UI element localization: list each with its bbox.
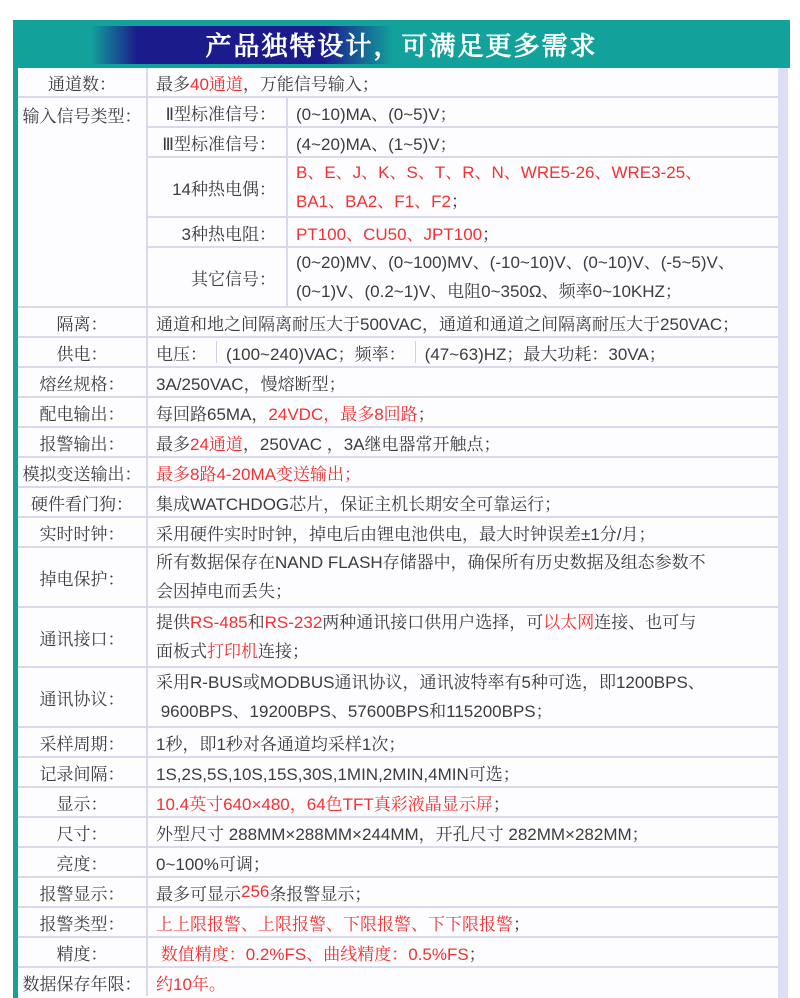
spec-subrow [148, 158, 778, 218]
value-text: 和 [247, 613, 265, 632]
value-line [156, 608, 778, 637]
value-text: ； [468, 944, 486, 964]
value-text: 1S,2S,5S,10S,15S,30S,1MIN,2MIN,4MIN可选； [156, 764, 520, 784]
value-line [156, 520, 778, 545]
spec-row [18, 788, 778, 818]
value-text: 集成WATCHDOG芯片，保证主机长期安全可靠运行； [156, 494, 562, 514]
value-text: 提供 [156, 613, 190, 632]
value-text: RS-232 [264, 613, 323, 632]
value-line [156, 820, 778, 845]
row-label: 报警显示： [18, 878, 148, 906]
row-value [288, 98, 778, 126]
row-label: 模拟变送输出： [18, 458, 148, 486]
value-text: 数值精度：0.2%FS、曲线精度：0.5%FS [156, 944, 469, 964]
row-label: 数据保存年限： [18, 968, 148, 996]
row-value [148, 68, 778, 96]
value-line [156, 460, 778, 485]
value-line [156, 880, 778, 905]
right-lavender-strip [778, 68, 788, 998]
row-value [288, 128, 778, 156]
spec-subrow [148, 218, 778, 248]
value-line [156, 910, 778, 935]
value-text: (0~1)V、(0.2~1)V、电阻0~350Ω、频率0~10KHZ； [296, 282, 682, 301]
spec-row [18, 728, 778, 758]
row-label: 隔离： [18, 308, 148, 336]
value-line [156, 310, 778, 335]
value-text: 最多可显示 [156, 884, 241, 904]
spec-row [18, 878, 778, 908]
row-label: 通道数： [18, 68, 148, 96]
row-value [288, 218, 778, 246]
row-value [148, 308, 778, 336]
value-line [156, 548, 778, 577]
value-text: 每回路65MA， [156, 404, 269, 424]
row-value [148, 338, 778, 366]
value-text: 两种通讯接口供用户选择，可 [322, 613, 544, 632]
value-line [156, 940, 778, 965]
value-line [296, 100, 778, 125]
spec-row [18, 758, 778, 788]
value-line [156, 70, 778, 95]
row-value [148, 938, 778, 966]
value-text: 1秒，即1秒对各通道均采样1次； [156, 734, 406, 754]
subrow-label: Ⅱ型标准信号： [148, 98, 288, 126]
spec-row [18, 968, 778, 996]
value-text: 40通道 [190, 74, 243, 94]
row-value [148, 788, 778, 816]
value-text: 3A/250VAC，慢熔断型； [156, 374, 346, 394]
subrow-label: 14种热电偶： [148, 158, 288, 216]
value-line [296, 248, 778, 277]
value-line [296, 187, 778, 216]
row-label: 供电： [18, 338, 148, 366]
value-text: 面板式 [156, 642, 207, 661]
value-line [156, 370, 778, 395]
row-value [148, 518, 778, 546]
value-text: BA1、BA2、F1、F2 [296, 192, 451, 211]
value-text: 最多 [156, 74, 190, 94]
row-value [148, 728, 778, 756]
value-text: 256 [241, 882, 270, 901]
value-text: 9600BPS、19200BPS、57600BPS和115200BPS； [156, 702, 553, 721]
value-text: 条报警显示； [269, 884, 372, 904]
value-line [156, 668, 778, 697]
row-label: 尺寸： [18, 818, 148, 846]
value-line [156, 790, 778, 815]
value-text: 采用R-BUS或MODBUS通讯协议，通讯波特率有5种可选，即1200BPS、 [156, 673, 705, 692]
row-label: 实时时钟： [18, 518, 148, 546]
row-value [148, 458, 778, 486]
row-label: 掉电保护： [18, 548, 148, 606]
value-line [296, 158, 778, 187]
row-value [148, 608, 778, 666]
value-text: (0~20)MV、(0~100)MV、(-10~10)V、(0~10)V、(-5~5)V、 [296, 253, 735, 272]
spec-table-area [13, 68, 790, 998]
page-title: 产品独特设计，可满足更多需求 [205, 31, 598, 61]
value-line [156, 577, 778, 606]
spec-row [18, 488, 778, 518]
row-label: 通讯接口： [18, 608, 148, 666]
value-text: 通道和地之间隔离耐压大于500VAC，通道和通道之间隔离耐压大于250VAC； [156, 314, 740, 334]
spec-subrow [148, 128, 778, 158]
value-line [156, 637, 778, 666]
header-band [13, 20, 790, 68]
row-value [148, 848, 778, 876]
row-label: 亮度： [18, 848, 148, 876]
subrow-label: Ⅲ型标准信号： [148, 128, 288, 156]
value-text: 0~100%可调； [156, 854, 270, 874]
value-line [156, 430, 778, 455]
value-text: 打印机 [207, 642, 258, 661]
row-value [148, 488, 778, 516]
value-text: 会因掉电而丢失； [156, 582, 292, 601]
value-text: ； [513, 914, 530, 934]
row-label: 硬件看门狗： [18, 488, 148, 516]
row-value [288, 158, 778, 216]
value-line [296, 130, 778, 155]
value-text: RS-485 [190, 613, 248, 632]
value-text: 连接； [258, 642, 309, 661]
row-value [148, 818, 778, 846]
spec-row [18, 548, 778, 608]
row-value [148, 908, 778, 936]
row-value [148, 668, 778, 726]
header-bar [13, 26, 790, 64]
value-text: ； [343, 464, 361, 484]
row-label: 精度： [18, 938, 148, 966]
row-value [148, 758, 778, 786]
spec-row [18, 908, 778, 938]
value-line [156, 730, 778, 755]
row-label: 报警类型： [18, 908, 148, 936]
value-text: 采用硬件实时时钟，掉电后由锂电池供电，最大时钟误差±1分/月； [156, 524, 656, 544]
value-text: 上上限报警、上限报警、下限报警、下下限报警 [156, 914, 513, 934]
value-text: 连接、也可与 [594, 613, 697, 632]
value-text: ，万能信号输入； [242, 74, 379, 94]
row-value [148, 878, 778, 906]
row-label: 采样周期： [18, 728, 148, 756]
value-line [156, 697, 778, 726]
row-label: 显示： [18, 788, 148, 816]
value-line [296, 277, 778, 306]
spec-row [18, 98, 778, 308]
value-text: PT100、CU50、JPT100 [296, 224, 483, 244]
spec-row [18, 338, 778, 368]
value-text: (47~63)HZ；最大功耗：30VA； [424, 344, 666, 364]
spec-row [18, 398, 778, 428]
row-label: 报警输出： [18, 428, 148, 456]
row-value [148, 548, 778, 606]
spec-row [18, 848, 778, 878]
subrow-label: 3种热电阻： [148, 218, 288, 246]
value-text: (0~10)MA、(0~5)V； [296, 104, 457, 124]
value-text: 所有数据保存在NAND FLASH存储器中，确保所有历史数据及组态参数不 [156, 553, 706, 572]
spec-row [18, 518, 778, 548]
value-text: (100~240)VAC；频率： [226, 344, 406, 364]
value-text: 电压： [156, 344, 207, 364]
spec-row [18, 608, 778, 668]
teal-frame [13, 20, 790, 998]
value-text: ，250VAC ，3A继电器常开触点； [242, 434, 501, 454]
value-text: 约10年。 [156, 974, 226, 994]
spec-subrow [148, 98, 778, 128]
spec-row [18, 668, 778, 728]
value-line [156, 850, 778, 875]
value-text: ； [482, 224, 500, 244]
row-value [148, 368, 778, 396]
spec-subrow [148, 248, 778, 306]
row-value [288, 248, 778, 306]
value-text: 外型尺寸 288MM×288MM×244MM，开孔尺寸 282MM×282MM； [156, 824, 649, 844]
spec-row [18, 308, 778, 338]
value-text: (4~20)MA、(1~5)V； [296, 134, 457, 154]
spec-row [18, 938, 778, 968]
value-line [156, 490, 778, 515]
vertical-divider [216, 341, 217, 363]
row-label: 配电输出： [18, 398, 148, 426]
sub-table [148, 98, 778, 306]
spec-row [18, 68, 778, 98]
vertical-divider [415, 341, 416, 363]
value-line [156, 400, 778, 425]
value-text: 以太网 [543, 613, 595, 632]
spec-row [18, 458, 778, 488]
value-text: B、E、J、K、S、T、R、N、WRE5-26、WRE3-25、 [296, 163, 703, 182]
value-text: ； [417, 404, 435, 424]
row-label: 通讯协议： [18, 668, 148, 726]
value-line [156, 970, 778, 995]
row-label: 熔丝规格： [18, 368, 148, 396]
value-text: ； [450, 192, 468, 211]
row-label: 输入信号类型： [18, 98, 148, 306]
value-text: 10.4英寸640×480，64色TFT真彩液晶显示屏 [156, 794, 493, 814]
spec-row [18, 818, 778, 848]
value-text: 最多 [156, 434, 190, 454]
value-text: 最多8路4-20MA变送输出 [156, 464, 344, 484]
spec-table [18, 68, 778, 996]
row-value [148, 968, 778, 996]
row-value [148, 428, 778, 456]
value-line [156, 340, 778, 365]
spec-row [18, 368, 778, 398]
subrow-label: 其它信号： [148, 248, 288, 306]
value-text: 24VDC，最多8回路 [268, 404, 418, 424]
row-value [148, 398, 778, 426]
value-line [296, 220, 778, 245]
value-text: 24通道 [190, 434, 243, 454]
row-label: 记录间隔： [18, 758, 148, 786]
spec-row [18, 428, 778, 458]
value-line [156, 760, 778, 785]
value-text: ； [492, 794, 510, 814]
